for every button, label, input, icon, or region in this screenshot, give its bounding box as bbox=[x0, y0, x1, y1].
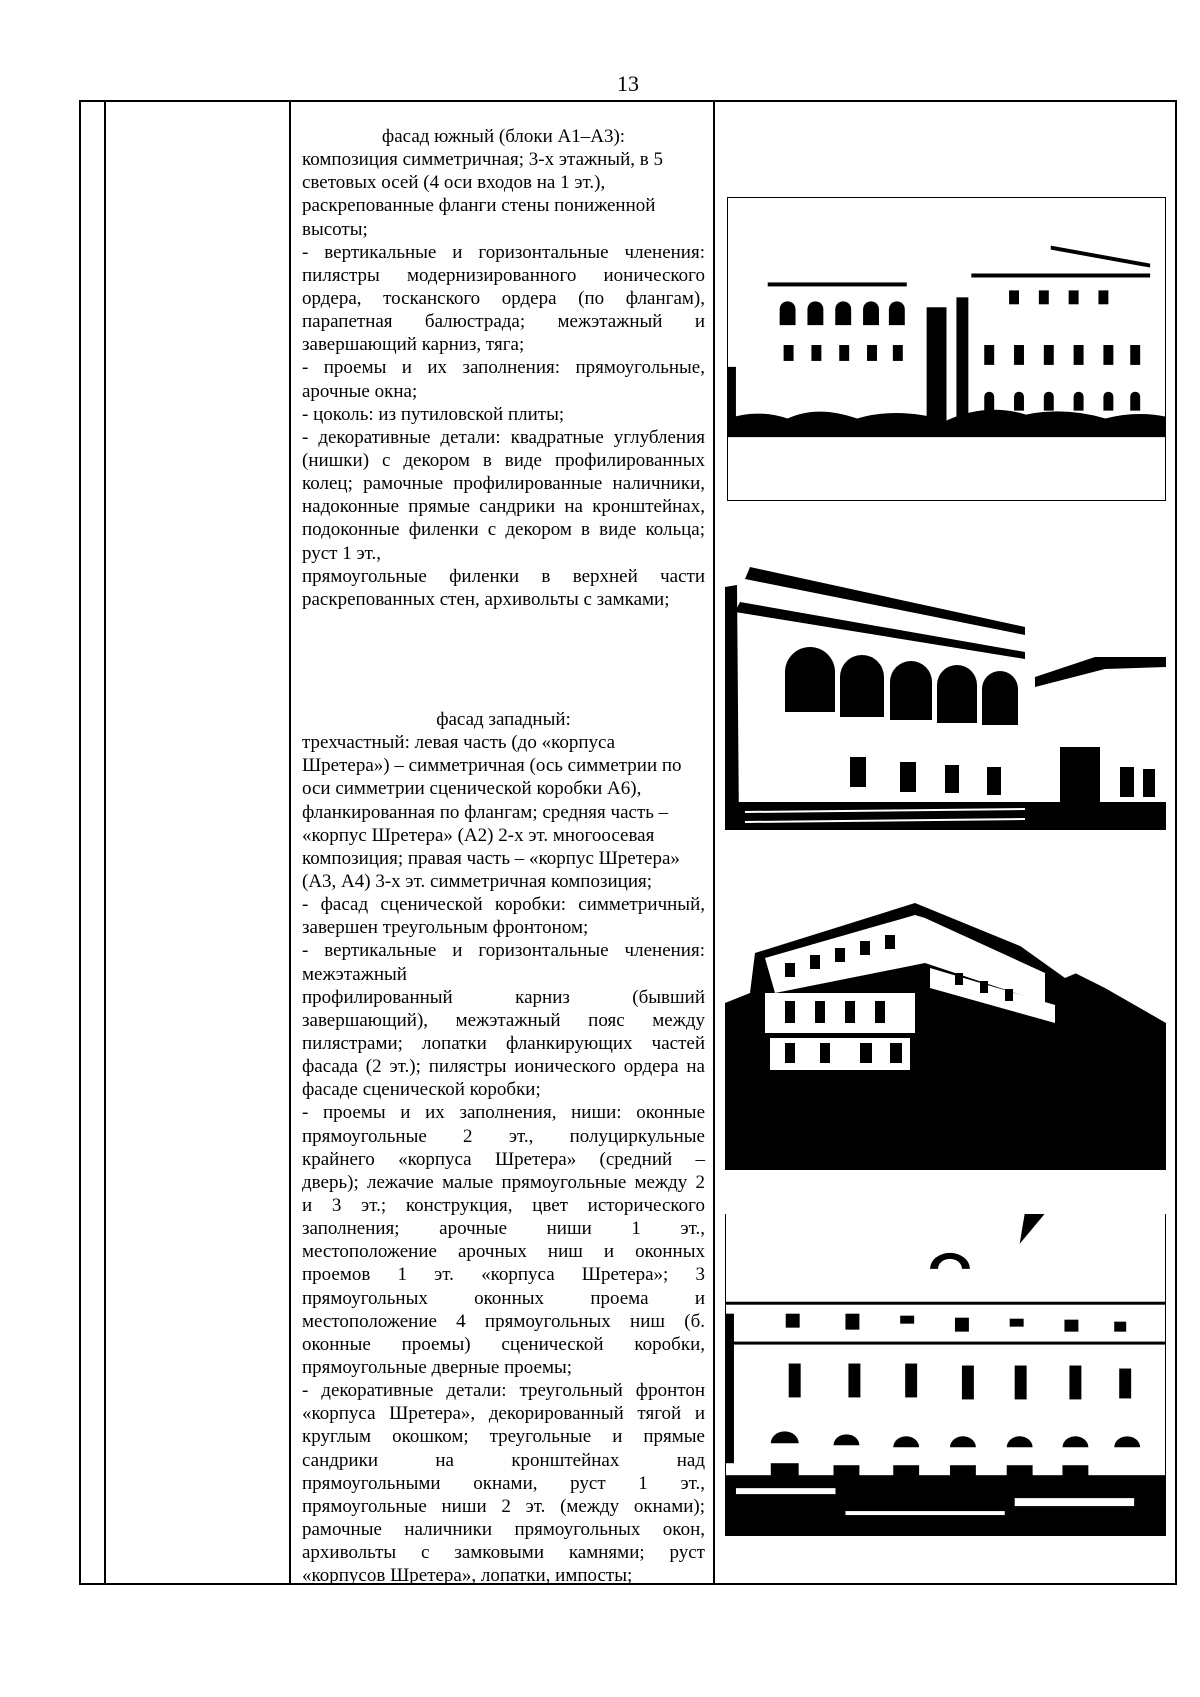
photo-south-facade bbox=[727, 197, 1166, 501]
photo-arched-facade bbox=[725, 557, 1166, 830]
text-line: световых осей (4 оси входов на 1 эт.), bbox=[302, 172, 606, 194]
text-line: оконные проемы) сценической коробки, bbox=[302, 1333, 705, 1355]
text-line: прямоугольных оконных проема и bbox=[302, 1287, 705, 1309]
text-line: колец; рамочные профилированные наличники, bbox=[302, 473, 705, 495]
photo-shreter-facade bbox=[725, 1214, 1166, 1536]
text-line: фасаде сценической коробки; bbox=[302, 1079, 541, 1101]
south-facade-description bbox=[302, 125, 705, 611]
text-line: прямоугольными окнами, руст 1 эт., bbox=[302, 1472, 705, 1494]
text-line: раскрепованных стен, архивольты с замками; bbox=[302, 588, 670, 610]
text-line: дверь); лежачие малые прямоугольные между 2 bbox=[302, 1171, 705, 1193]
text-line: - вертикальные и горизонтальные членения: bbox=[302, 241, 705, 263]
text-line: проемов 1 эт. «корпуса Шретера»; 3 bbox=[302, 1264, 705, 1286]
text-line: и 3 эт.; конструкция, цвет исторического bbox=[302, 1194, 705, 1216]
text-line: местоположение арочных ниш и оконных bbox=[302, 1241, 705, 1263]
text-line: архивольты с замковыми камнями; руст bbox=[302, 1542, 705, 1564]
text-line: арочные окна; bbox=[302, 380, 418, 402]
text-line: фасад южный (блоки А1–А3): bbox=[381, 126, 626, 147]
text-line: - декоративные детали: треугольный фронтон bbox=[302, 1380, 705, 1402]
text-line: композиция симметричная; 3-х этажный, в 5 bbox=[302, 149, 663, 171]
text-line: - декоративные детали: квадратные углубления bbox=[302, 426, 705, 448]
text-line: прямоугольные 2 эт., полуциркульные bbox=[302, 1125, 705, 1147]
text-line: круглым окошком; треугольные и прямые bbox=[302, 1426, 705, 1448]
text-line: местоположение 4 прямоугольных ниш (б. bbox=[302, 1310, 705, 1332]
text-line: прямоугольные филенки в верхней части bbox=[302, 565, 705, 587]
text-line: - вертикальные и горизонтальные членения: bbox=[302, 940, 705, 962]
text-line: парапетная балюстрада; межэтажный и bbox=[302, 311, 705, 333]
text-line: сандрики на кронштейнах над bbox=[302, 1449, 705, 1471]
text-line: фланкированная по флангам; средняя часть – bbox=[302, 801, 669, 823]
text-line: «корпуса Шретера», декорированный тягой и bbox=[302, 1403, 705, 1425]
text-line: фасад западный: bbox=[436, 709, 571, 730]
text-line: - цоколь: из путиловской плиты; bbox=[302, 403, 565, 425]
text-line: межэтажный bbox=[302, 963, 407, 985]
photo-corner-view bbox=[725, 893, 1166, 1170]
text-line: - проемы и их заполнения: прямоугольные, bbox=[302, 357, 705, 379]
text-line: пилястры модернизированного ионического bbox=[302, 264, 705, 286]
column-divider-2 bbox=[289, 100, 291, 1585]
text-line: пилястрами; лопатки фланкирующих частей bbox=[302, 1032, 705, 1054]
column-divider-1 bbox=[104, 100, 106, 1585]
text-line: оси симметрии сценической коробки А6), bbox=[302, 778, 642, 800]
text-line: «корпусов Шретера», лопатки, импосты; bbox=[302, 1565, 633, 1587]
text-line: рамочные наличники прямоугольных окон, bbox=[302, 1518, 705, 1540]
text-line: ордера, тосканского ордера (по флангам), bbox=[302, 287, 705, 309]
text-line: надоконные прямые сандрики на кронштейнах, bbox=[302, 496, 705, 518]
text-line: (А3, А4) 3-х эт. симметричная композиция; bbox=[302, 870, 653, 892]
text-line: завершен треугольным фронтоном; bbox=[302, 917, 589, 939]
page-number: 13 bbox=[617, 71, 639, 96]
text-line: профилированный карниз (бывший bbox=[302, 986, 705, 1008]
text-line: завершающий), межэтажный пояс между bbox=[302, 1009, 705, 1031]
text-line: фасада (2 эт.); пилястры ионического ордера на bbox=[302, 1056, 705, 1078]
text-line: заполнения; арочные ниши 1 эт., bbox=[302, 1218, 705, 1240]
text-line: «корпус Шретера» (А2) 2-х эт. многоосевая bbox=[302, 824, 655, 846]
column-divider-3 bbox=[713, 100, 715, 1585]
text-line: крайнего «корпуса Шретера» (средний – bbox=[302, 1148, 705, 1170]
text-line: прямоугольные ниши 2 эт. (между окнами); bbox=[302, 1495, 705, 1517]
text-line: завершающий карниз, тяга; bbox=[302, 334, 525, 356]
text-line: (нишки) с декором в виде профилированных bbox=[302, 449, 705, 471]
text-line: раскрепованные фланги стены пониженной bbox=[302, 195, 656, 217]
west-facade-description bbox=[302, 708, 705, 1587]
text-line: прямоугольные дверные проемы; bbox=[302, 1356, 573, 1378]
text-line: - фасад сценической коробки: симметричный, bbox=[302, 894, 705, 916]
text-line: Шретера») – симметричная (ось симметрии по bbox=[302, 755, 682, 777]
text-line: трехчастный: левая часть (до «корпуса bbox=[302, 732, 616, 754]
text-line: подоконные филенки с декором в виде кольца; bbox=[302, 519, 705, 541]
text-line: композиция; правая часть – «корпус Шретера» bbox=[302, 847, 680, 869]
text-line: высоты; bbox=[302, 218, 368, 240]
text-line: руст 1 эт., bbox=[302, 542, 382, 564]
text-line: - проемы и их заполнения, ниши: оконные bbox=[302, 1102, 705, 1124]
